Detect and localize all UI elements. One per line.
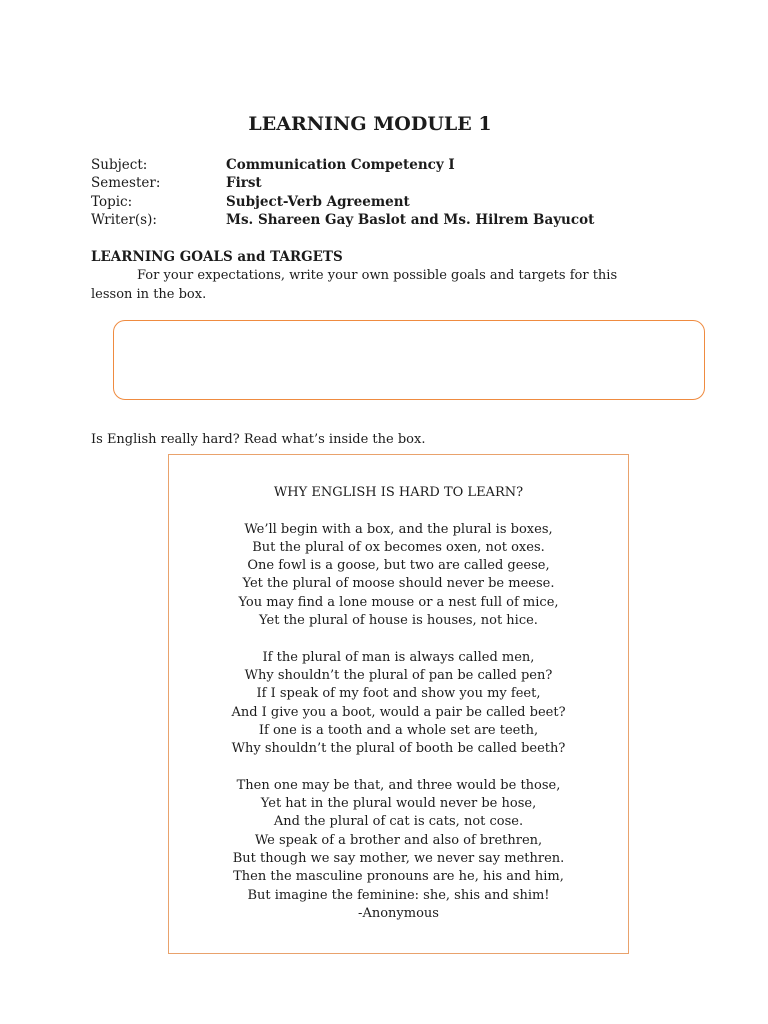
poem-content	[169, 484, 628, 923]
goals-instruction	[91, 266, 617, 304]
info-table	[91, 156, 651, 229]
poem-line: Yet the plural of moose should never be meese.	[242, 576, 555, 592]
poem-line: Yet the plural of house is houses, not hice.	[259, 613, 538, 629]
poem-line: And I give you a boot, would a pair be called beet?	[231, 704, 566, 720]
poem-line: If the plural of man is always called men,	[262, 649, 535, 665]
poem-line: We speak of a brother and also of brethren,	[254, 832, 543, 848]
goals-heading: LEARNING GOALS and TARGETS	[91, 249, 343, 265]
poem-stanza	[169, 521, 628, 631]
instruction-line: For your expectations, write your own possible goals and targets for this	[137, 268, 618, 283]
poem-line: But imagine the feminine: she, shis and shim!	[247, 887, 550, 903]
info-row-topic	[91, 193, 651, 211]
poem-line: You may find a lone mouse or a nest full of mice,	[238, 594, 559, 610]
poem-line: And the plural of cat is cats, not cose.	[273, 814, 524, 830]
poem-line: Why shouldn’t the plural of booth be called beeth?	[231, 741, 566, 757]
info-value: Communication Competency I	[226, 157, 455, 173]
info-label: Topic:	[91, 193, 133, 210]
info-value: Subject-Verb Agreement	[226, 193, 410, 210]
poem-line: Yet hat in the plural would never be hose,	[260, 796, 537, 812]
poem-stanza	[169, 649, 628, 759]
poem-line: Why shouldn’t the plural of pan be called pen?	[244, 667, 553, 683]
poem-line: Then one may be that, and three would be those,	[236, 777, 561, 793]
info-row-writers	[91, 211, 651, 229]
poem-title: WHY ENGLISH IS HARD TO LEARN?	[273, 485, 524, 500]
info-row-semester	[91, 174, 651, 192]
poem-stanza	[169, 777, 628, 905]
instruction-line: lesson in the box.	[91, 287, 207, 302]
poem-line: But the plural of ox becomes oxen, not oxes.	[252, 539, 545, 555]
poem-line: If one is a tooth and a whole set are teeth,	[258, 722, 539, 738]
info-row-subject	[91, 156, 651, 174]
poem-line: One fowl is a goose, but two are called geese,	[247, 558, 550, 574]
info-label: Semester:	[91, 175, 161, 192]
poem-line: If I speak of my foot and show you my feet,	[256, 686, 541, 702]
poem-line: We’ll begin with a box, and the plural is boxes,	[244, 521, 553, 537]
info-label: Subject:	[91, 157, 148, 173]
info-value: First	[226, 175, 262, 192]
info-label: Writer(s):	[91, 211, 157, 228]
poem-line: Then the masculine pronouns are he, his and him,	[233, 869, 564, 885]
poem-author: -Anonymous	[358, 905, 439, 921]
poem-box	[168, 454, 629, 954]
document-title: LEARNING MODULE 1	[248, 113, 492, 135]
info-value: Ms. Shareen Gay Baslot and Ms. Hilrem Bayucot	[226, 211, 595, 228]
box-prompt: Is English really hard? Read what’s inside the box.	[91, 432, 426, 447]
goals-answer-box	[113, 320, 705, 400]
poem-line: But though we say mother, we never say methren.	[232, 850, 565, 866]
